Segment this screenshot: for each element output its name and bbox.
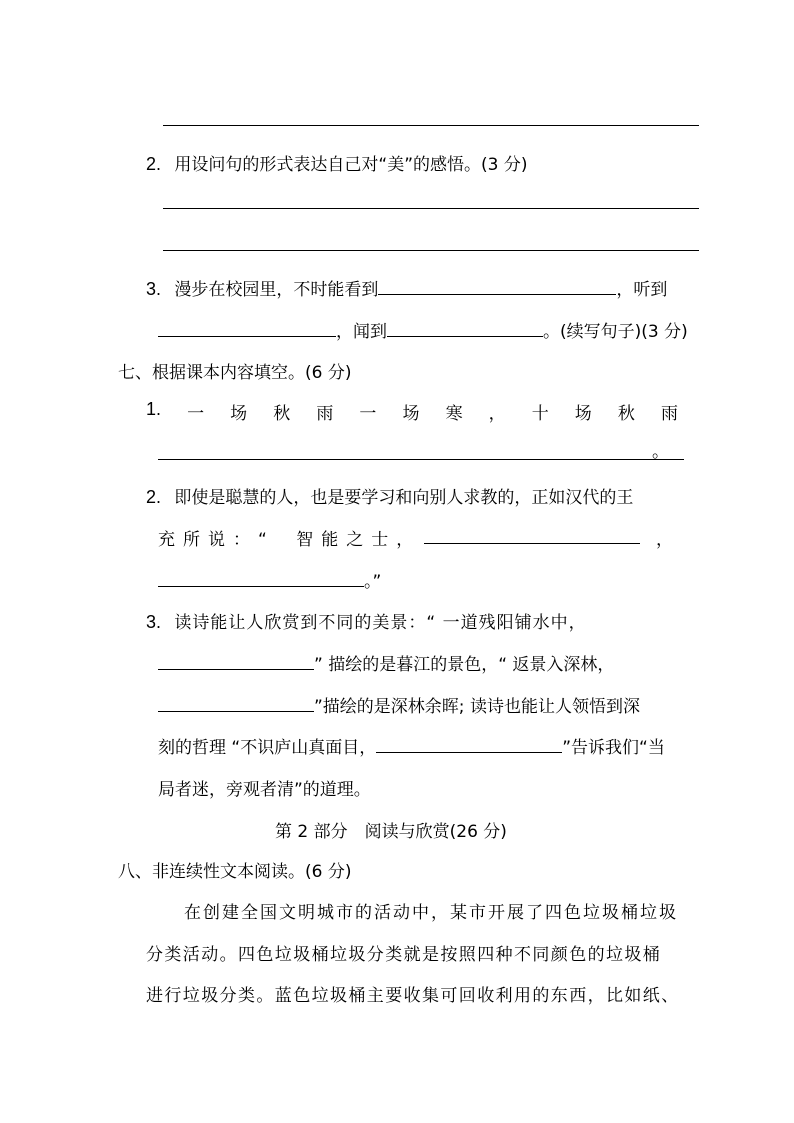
sentence-end-mark: 。 [652,442,669,462]
part-2-title: 第 2 部分 阅读与欣赏(26 分) [275,822,507,842]
question-number: 2. [146,487,162,507]
question-6-2 [146,150,528,175]
question-char: 场 [402,404,420,424]
question-text: ”告诉我们“当 [562,738,665,758]
question-7-2-line1 [146,483,633,508]
question-6-3-line1 [146,275,667,300]
question-char: 寒 [445,404,463,424]
question-char: 十 [531,404,549,424]
question-7-3-line5: 局者迷，旁观者清”的道理。 [158,780,371,800]
question-7-3-line2 [158,650,614,675]
question-char: 秋 [273,404,291,424]
question-char: 一 [187,404,205,424]
question-text: ，闻到 [336,322,387,342]
fill-blank[interactable] [387,318,543,337]
section-8-heading: 八、非连续性文本阅读。(6 分) [118,862,352,882]
question-number: 2. [146,154,162,174]
fill-blank[interactable] [158,459,684,460]
question-text: ”描绘的是深林余晖; 读诗也能让人领悟到深 [314,697,640,717]
question-char: 雨 [316,404,334,424]
question-number: 1. [146,399,162,419]
question-text: 刻的哲理 “不识庐山真面目， [158,738,377,758]
question-text: ” 描绘的是暮江的景色，“ 返景入深林， [314,655,615,675]
fill-blank[interactable] [378,276,616,295]
question-char: 雨 [660,404,678,424]
question-char: ， [488,404,506,424]
question-number: 3. [146,279,162,299]
question-text: 。(续写句子)(3 分) [543,322,688,342]
reading-paragraph-line: 在创建全国文明城市的活动中，某市开展了四色垃圾桶垃圾 [184,903,678,923]
question-text: 。” [364,572,382,592]
question-text: ，听到 [616,280,668,300]
question-6-3-line2 [158,317,688,342]
question-char: 秋 [617,404,635,424]
question-number: 3. [146,612,162,632]
question-7-1-chars [146,399,678,424]
question-text: 即使是聪慧的人，也是要学习和向别人求教的，正如汉代的王 [174,488,634,508]
question-text: 智能之士， [296,530,422,550]
reading-paragraph-line: 进行垃圾分类。蓝色垃圾桶主要收集可回收利用的东西，比如纸、 [146,986,680,1006]
question-7-3-line1 [146,608,587,633]
fill-blank[interactable] [158,693,314,712]
question-char: 一 [359,404,377,424]
question-char: 场 [230,404,248,424]
answer-line[interactable] [163,125,699,126]
fill-blank[interactable] [376,734,562,753]
section-7-heading: 七、根据课本内容填空。(6 分) [118,363,352,383]
fill-blank[interactable] [158,651,314,670]
question-char: 场 [574,404,592,424]
question-text: 漫步在校园里，不时能看到 [174,280,379,300]
fill-blank[interactable] [158,318,336,337]
answer-line[interactable] [163,250,699,251]
answer-line[interactable] [163,208,699,209]
question-text: 读诗能让人欣赏到不同的美景：“ 一道残阳铺水中， [174,613,587,633]
fill-blank[interactable] [424,525,640,544]
question-text: 充所说：“ [158,530,275,550]
question-7-2-line3 [158,567,381,592]
question-7-3-line4 [158,733,665,758]
question-7-1 [146,399,678,424]
question-7-2-line2 [158,525,678,550]
fill-blank[interactable] [158,568,364,587]
question-7-3-line3 [158,692,640,717]
reading-paragraph-line: 分类活动。四色垃圾桶垃圾分类就是按照四种不同颜色的垃圾桶 [146,945,662,965]
question-text: 用设问句的形式表达自己对“美”的感悟。(3 分) [174,155,528,175]
question-text: ， [656,530,673,550]
